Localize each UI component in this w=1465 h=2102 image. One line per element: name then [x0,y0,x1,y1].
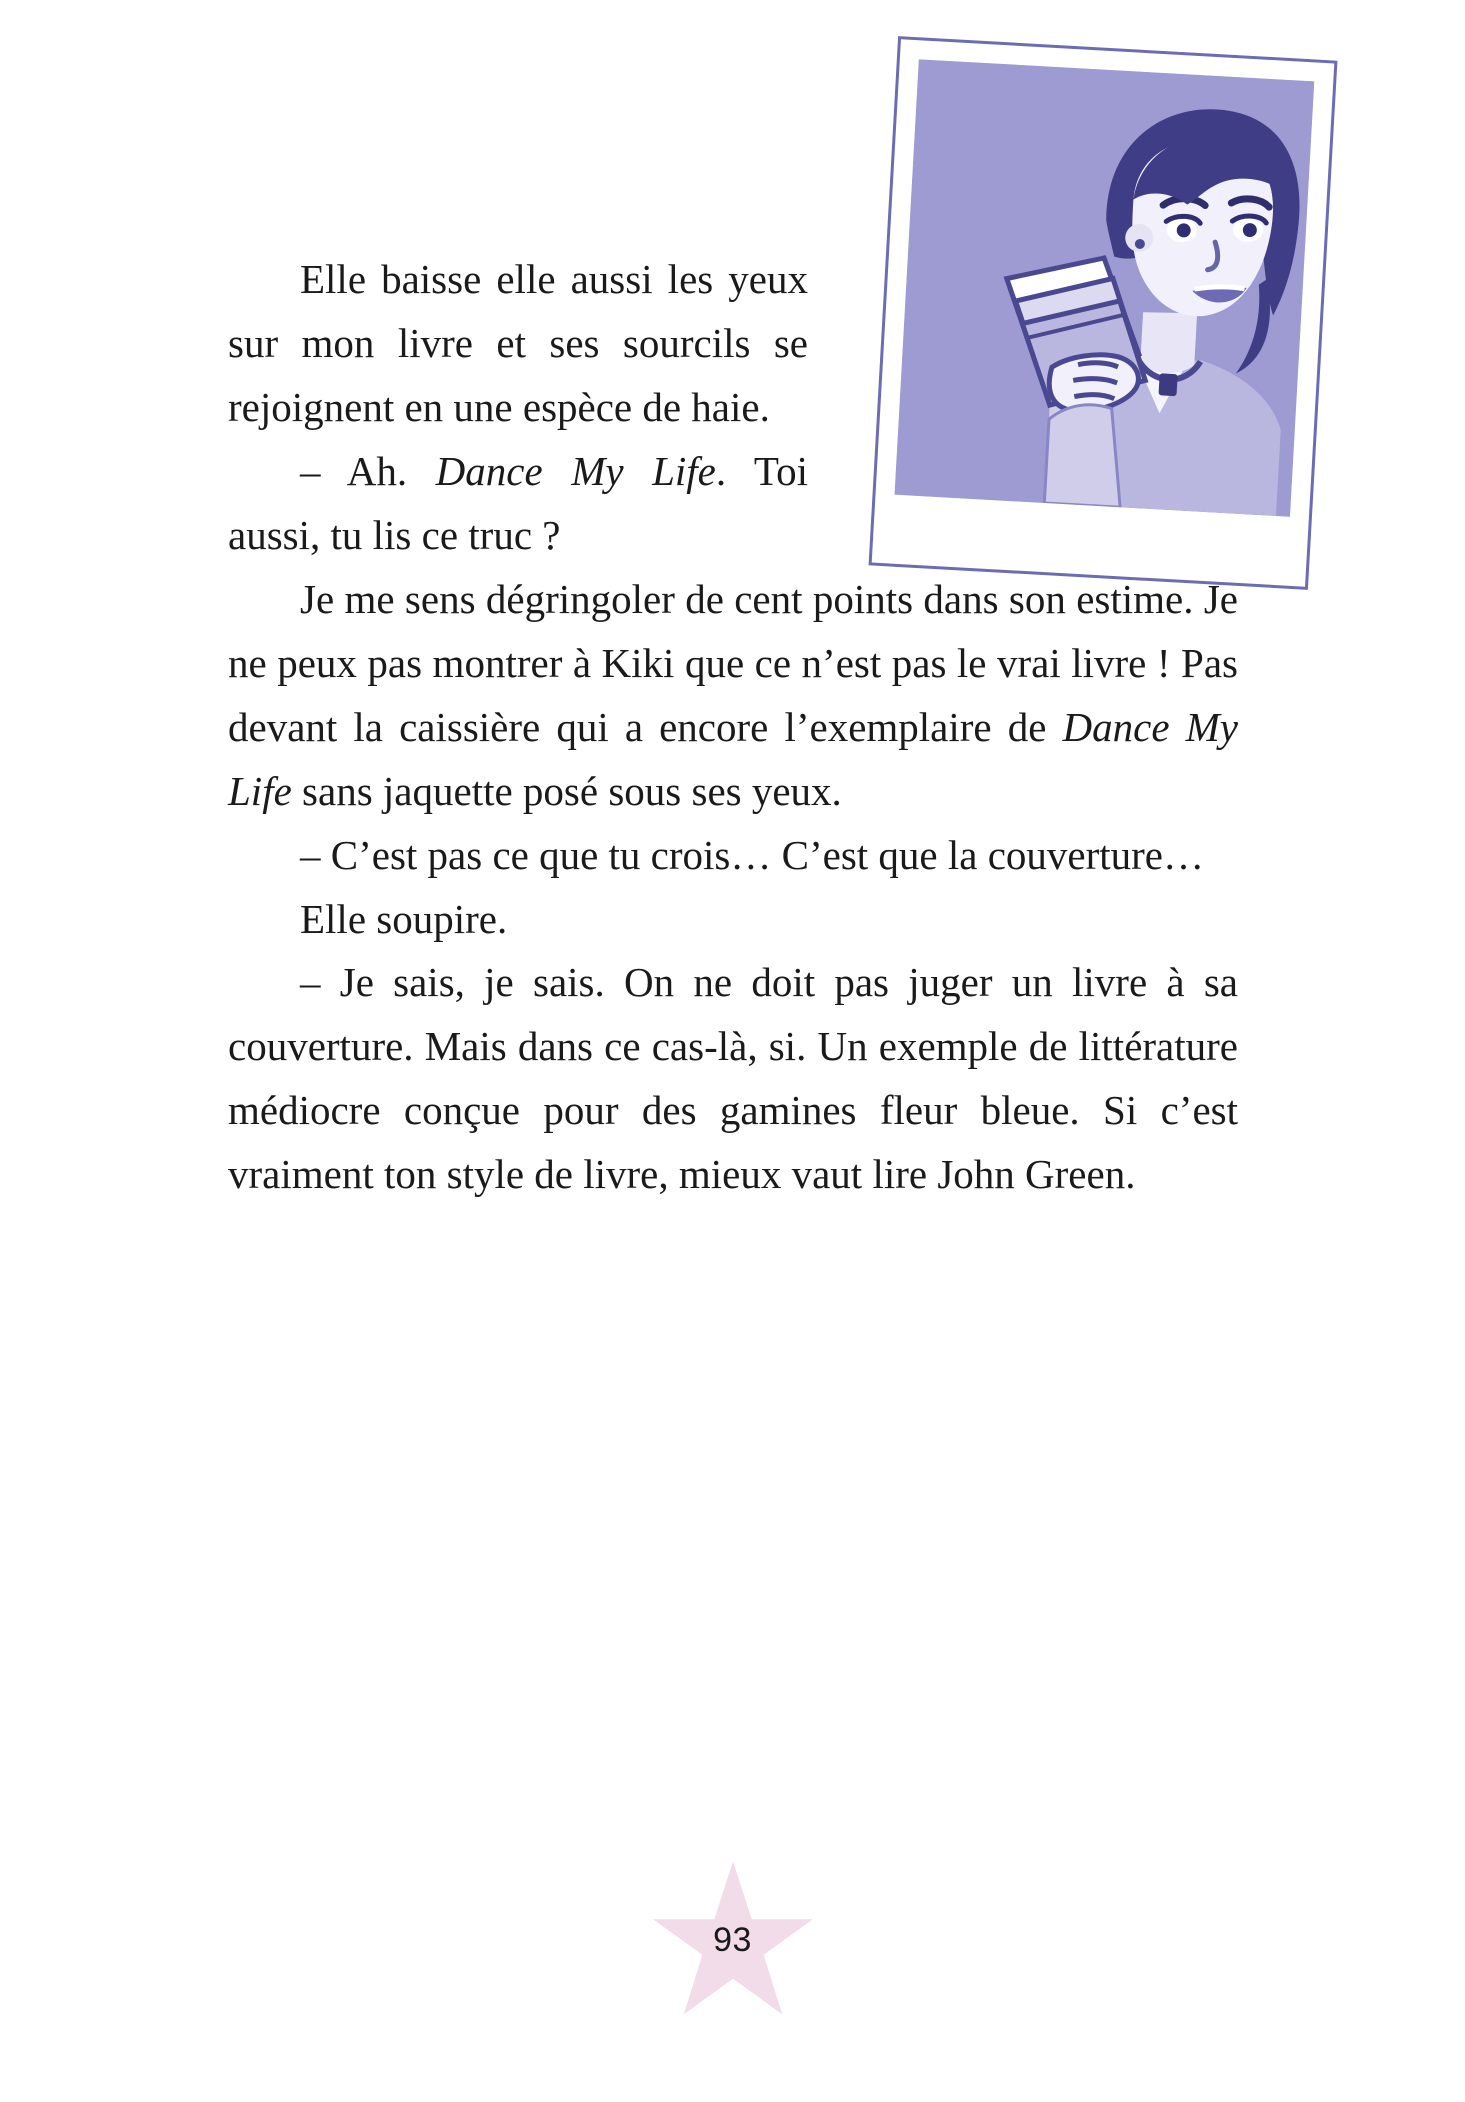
text-run: Elle soupire. [300,895,508,942]
page-footer [0,1838,1465,2028]
image-wrap-spacer [808,248,1238,538]
page-body-text [228,248,1238,1207]
text-run: Je me sens dégringoler de cent points dans son estime. Je ne peux pas montrer à Kiki que ce n’est pas le vrai livre ! Pas devant la caissière qui a encore l’exemplaire de [228,575,1238,750]
text-run: Elle baisse elle aussi les yeux sur mon livre et ses sourcils se rejoignent en une espèce de haie. [228,256,808,430]
italic-title: Dance My Life [435,447,716,494]
text-run: – Ah. [300,447,436,494]
paragraph-3 [228,568,1238,824]
text-run: – Je sais, je sais. On ne doit pas juger un livre à sa couverture. Mais dans ce cas-là, si. Un exemple de littérature médiocre conçue pour des gamines fleur bleue. Si c’est vraiment ton style de livre, mieux vaut lire John Green. [228,959,1238,1198]
paragraph-4 [228,824,1238,888]
text-run: sans jaquette posé sous ses yeux. [291,767,842,814]
page-number: 93 [713,1921,752,1959]
paragraph-6 [228,951,1238,1207]
paragraph-5 [228,888,1238,952]
italic-title: Dance My Life [228,703,1238,814]
text-run: . Toi aussi, tu lis ce truc ? [228,447,808,558]
text-run: – C’est pas ce que tu crois… C’est que la couverture… [300,831,1205,878]
